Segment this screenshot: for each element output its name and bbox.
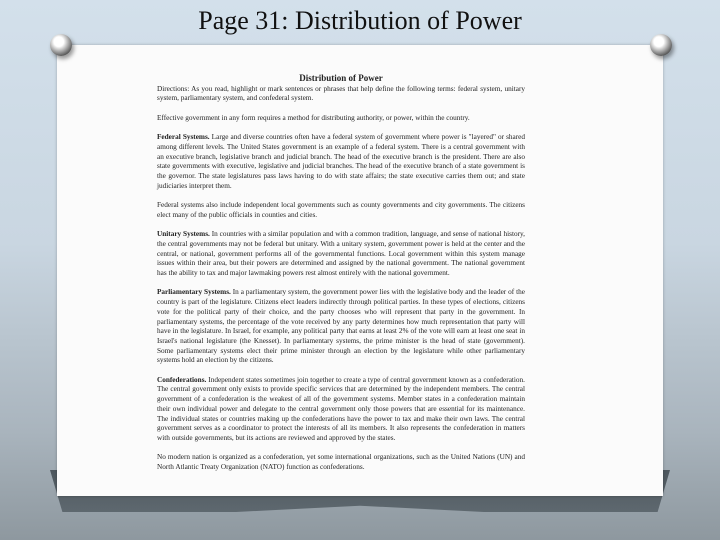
parliamentary-label: Parliamentary Systems. [157, 288, 231, 297]
closing-paragraph: No modern nation is organized as a confederation, yet some international organizations, such as the United Nations (UN) and North Atlantic Treaty Organization (NATO) function as confederations. [157, 453, 525, 472]
confederation-label: Confederations. [157, 375, 207, 384]
parliamentary-paragraph [157, 288, 525, 366]
unitary-label: Unitary Systems. [157, 230, 210, 239]
confederation-text: Independent states sometimes join together to create a type of central government known as a confederation. The central government only exists to provide specific services that are determined by the independent members. The central government of a confederation is the weakest of all of the government systems. Member states in a confederation maintain their own individual power and delegate to the central government only those powers that are essential for its maintenance. The individual states or countries making up the confederations have the power to tax and make their own laws. The central government serves as a coordinator to protect the interests of all its members. It also represents the confederation in matters with outside governments, but its actions are reviewed and approved by the states. [157, 375, 525, 442]
document-text [157, 74, 525, 482]
unitary-paragraph [157, 230, 525, 279]
directions: Directions: As you read, highlight or mark sentences or phrases that help define the following terms: federal system, unitary system, parliamentary system, and confederal system. [157, 84, 525, 103]
federal-label: Federal Systems. [157, 133, 210, 142]
pushpin-icon [650, 34, 672, 56]
confederation-paragraph [157, 376, 525, 444]
unitary-text: In countries with a similar population and with a common tradition, language, and sense of national history, the central governments may not be federal but unitary. With a unitary system, government power is held at the center and the central, or national, government performs all of the governmental functions. Local government within this system manage issues within their area, but their powers are determined and assigned by the national government. The national government has the ability to tax and major lawmaking powers rest almost entirely with the national government. [157, 230, 525, 277]
document-heading: Distribution of Power [299, 73, 383, 83]
federal-local-paragraph: Federal systems also include independent local governments such as county governments and city governments. The citizens elect many of the public officials in counties and cities. [157, 201, 525, 219]
federal-text: Large and diverse countries often have a federal system of government where power is "layered" or shared among different levels. The United States government is an example of a federal system. There is a central government with an executive branch, legislative branch and judicial branch. The head of the executive branch is the president. There are also state governments with executive, legislative and judicial branches. The head of the executive branch of a state government is the governor. The state legislatures pass laws having to do with state affairs; the state executive carries them out; and state judiciaries interpret them. [157, 133, 525, 190]
slide-title: Page 31: Distribution of Power [198, 6, 522, 35]
pushpin-icon [50, 34, 72, 56]
parliamentary-text: In a parliamentary system, the government power lies with the legislative body and the leader of the country is part of the legislature. Citizens elect leaders indirectly through political parties. In these types of elections, citizens vote for the political party of their choice, and the party chooses who will represent that party in the government. In parliamentary systems, the percentage of the vote received by any party determines how much representation that party will have in the legislature. In Israel, for example, any political party that earns at least 2% of the vote will earn at least one seat in Israel's national legislature (the Knesset). In parliamentary systems, the prime minister is the head of state (government). Some parliamentary systems elect their prime minister through an election by the legislature while other parliamentary systems hold an election by the citizens. [157, 288, 525, 365]
federal-paragraph [157, 133, 525, 191]
intro-paragraph: Effective government in any form requires a method for distributing authority, or power, within the country. [157, 113, 470, 122]
